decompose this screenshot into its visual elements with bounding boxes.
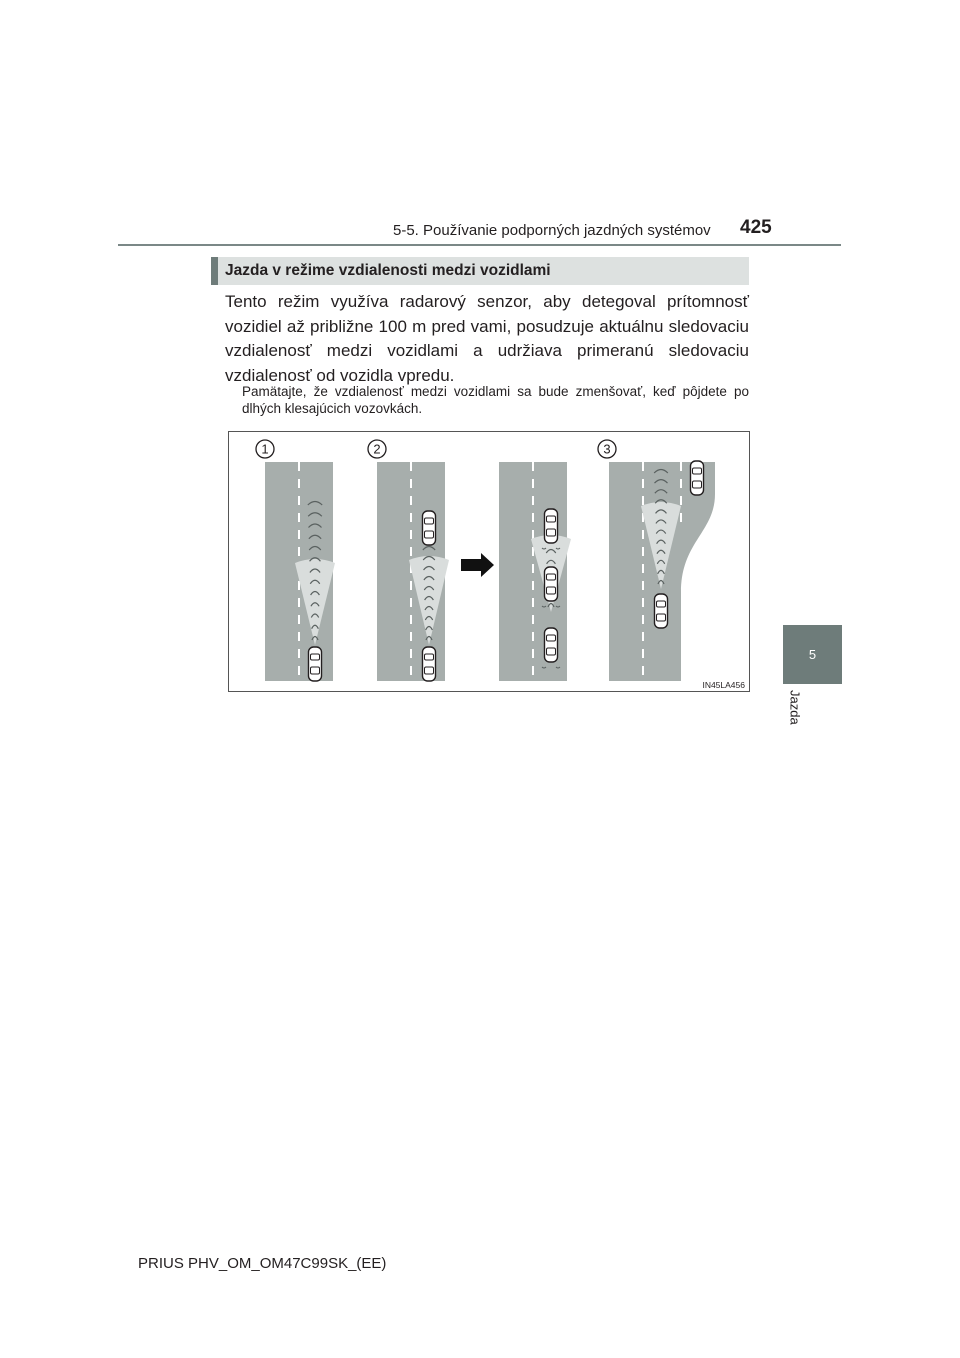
chapter-tab[interactable] xyxy=(783,625,842,684)
body-paragraph: Tento režim využíva radarový senzor, aby detegoval prítomnosť vozidiel až približne 100 m pred vami, posudzuje aktuálnu sledovaciu vzdialenosť medzi vozidlami a udržiava primeranú sledovaciu vzdialenosť od vozidla vpredu. xyxy=(225,292,749,385)
illustration-canvas xyxy=(229,432,751,693)
note-paragraph: Pamätajte, že vzdialenosť medzi vozidlami sa bude zmenšovať, keď pôjdete po dlhých klesajúcich vozovkách. xyxy=(242,384,749,416)
step-marker-number: 1 xyxy=(261,441,269,457)
figure-code: IN45LA456 xyxy=(702,680,745,690)
section-heading xyxy=(211,257,749,285)
chapter-label: Jazda xyxy=(787,690,803,725)
car-icon xyxy=(309,647,322,681)
car-icon xyxy=(423,647,436,681)
chapter-number: 5 xyxy=(808,647,817,662)
car-icon xyxy=(691,461,704,495)
car-icon xyxy=(423,511,436,545)
page-number: 425 xyxy=(740,217,772,238)
car-icon xyxy=(545,628,558,662)
header-rule xyxy=(118,244,841,246)
section-heading-text: Jazda v režime vzdialenosti medzi vozidlami xyxy=(225,262,551,279)
header-section-title: 5-5. Používanie podporných jazdných systémov xyxy=(393,222,711,239)
step-marker-number: 3 xyxy=(603,441,611,457)
car-icon xyxy=(545,509,558,543)
car-icon xyxy=(655,594,668,628)
car-icon xyxy=(545,567,558,601)
distance-mode-illustration xyxy=(228,431,750,692)
step-marker-number: 2 xyxy=(373,441,381,457)
arrow-icon xyxy=(461,553,494,577)
footer-doc-code: PRIUS PHV_OM_OM47C99SK_(EE) xyxy=(138,1255,387,1272)
